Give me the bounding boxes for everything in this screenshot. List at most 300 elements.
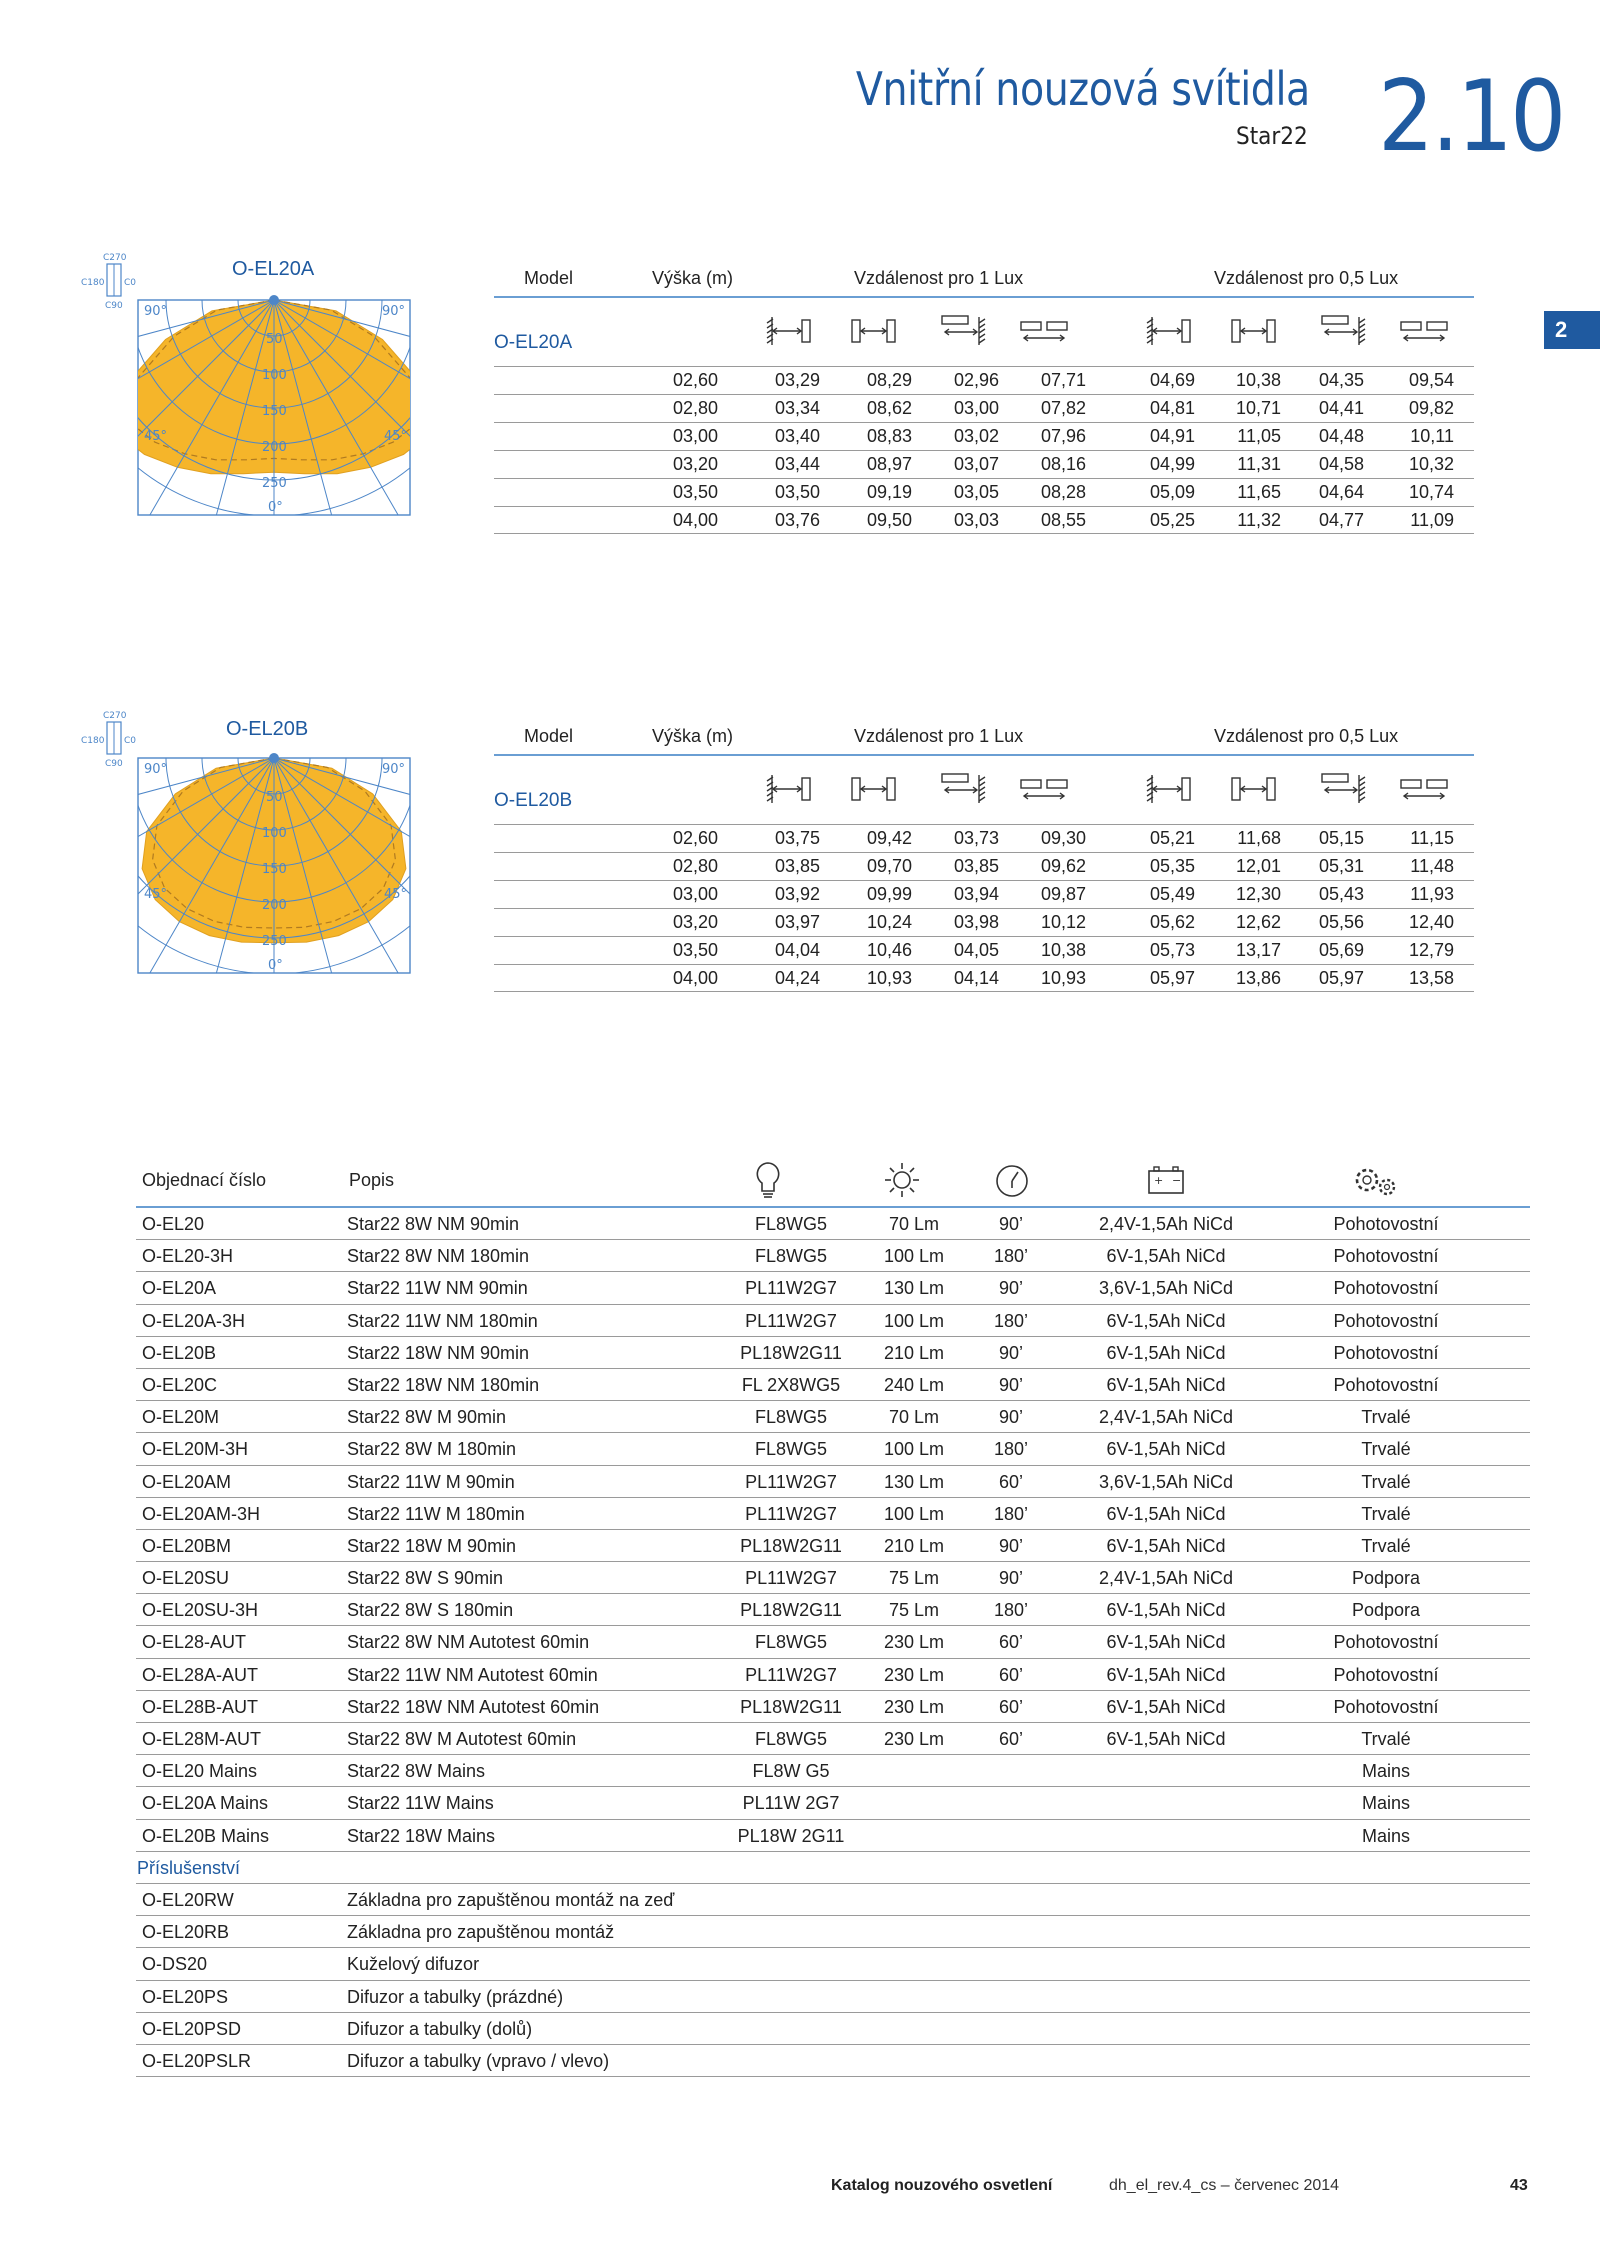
- cell-lamp: PL18W2G11: [740, 1342, 842, 1363]
- cell-description: Star22 11W Mains: [347, 1793, 494, 1814]
- cell-height: 04,00: [672, 510, 718, 530]
- cell-duration: 180’: [993, 1439, 1029, 1460]
- cell-lamp: FL8WG5: [754, 1439, 828, 1460]
- cell-order-code: O-EL20A: [142, 1278, 217, 1299]
- header-dist05: Vzdálenost pro 0,5 Lux: [1214, 268, 1399, 288]
- cell-order-code: O-EL20SU: [142, 1568, 230, 1589]
- cell-mode: Pohotovostní: [1333, 1342, 1439, 1363]
- cell-lamp: PL18W 2G11: [737, 1825, 845, 1846]
- cell-order-code: O-EL20A Mains: [142, 1793, 269, 1814]
- cell-distance: 11,09: [1410, 510, 1454, 530]
- cell-distance: 10,38: [1235, 370, 1281, 390]
- svg-text:−: −: [1172, 1174, 1182, 1187]
- cell-distance: 05,09: [1149, 482, 1195, 502]
- model-name: O-EL20A: [494, 332, 573, 353]
- cell-distance: 07,82: [1040, 398, 1086, 418]
- polar-model-label: O-EL20B: [226, 718, 309, 740]
- polar-axis-label: 45°: [384, 887, 408, 902]
- table-row: [136, 1916, 1530, 1948]
- cell-height: 03,00: [672, 426, 718, 446]
- header-dist1: Vzdálenost pro 1 Lux: [854, 268, 1024, 288]
- order-table: [136, 1156, 1530, 2077]
- polar-model-label: O-EL20A: [232, 258, 315, 280]
- table-row: [136, 1369, 1530, 1401]
- cell-distance: 03,94: [953, 884, 999, 904]
- table-row: [494, 422, 1474, 450]
- cell-order-code: O-EL20PSD: [142, 2018, 242, 2039]
- table-row: [494, 964, 1474, 992]
- cell-distance: 12,40: [1408, 912, 1454, 932]
- cell-distance: 05,73: [1149, 940, 1195, 960]
- cell-battery: 6V-1,5Ah NiCd: [1106, 1696, 1226, 1717]
- cell-mode: Mains: [1361, 1825, 1410, 1846]
- cell-distance: 04,99: [1149, 454, 1195, 474]
- cell-distance: 08,62: [866, 398, 912, 418]
- cell-battery: 6V-1,5Ah NiCd: [1106, 1246, 1226, 1267]
- polar-axis-label: 90°: [382, 762, 406, 777]
- table-row: [494, 824, 1474, 852]
- table-row: [136, 1626, 1530, 1658]
- cell-distance: 04,69: [1149, 370, 1195, 390]
- cell-distance: 12,79: [1408, 940, 1454, 960]
- cell-distance: 10,12: [1040, 912, 1086, 932]
- polar-axis-label: 150: [262, 862, 287, 877]
- cell-distance: 05,43: [1318, 884, 1364, 904]
- table-row: [136, 1337, 1530, 1369]
- duration-icon: [992, 1160, 1032, 1202]
- cell-description: Star22 11W NM Autotest 60min: [347, 1664, 598, 1685]
- cell-distance: 08,16: [1040, 454, 1086, 474]
- cell-distance: 05,21: [1149, 828, 1195, 848]
- cell-battery: 6V-1,5Ah NiCd: [1106, 1664, 1226, 1685]
- cell-lumen: 240 Lm: [883, 1374, 945, 1395]
- footer-meta: dh_el_rev.4_cs – červenec 2014: [1109, 2177, 1340, 2194]
- cell-lumen: 230 Lm: [883, 1632, 945, 1653]
- cell-distance: 04,04: [774, 940, 820, 960]
- cell-duration: 90’: [998, 1535, 1024, 1556]
- cell-description: Star22 8W S 90min: [347, 1568, 504, 1589]
- polar-diagram-svg: [80, 250, 420, 520]
- cell-lamp: FL8W G5: [752, 1761, 830, 1782]
- cell-distance: 10,46: [866, 940, 912, 960]
- polar-axis-label: C90: [105, 759, 123, 769]
- polar-axis-label: 45°: [384, 429, 408, 444]
- polar-axis-label: 90°: [144, 304, 168, 319]
- cell-description: Star22 18W NM 180min: [347, 1374, 540, 1395]
- cell-distance: 08,29: [866, 370, 912, 390]
- table-row: [136, 1305, 1530, 1337]
- cell-description: Difuzor a tabulky (vpravo / vlevo): [347, 2050, 610, 2071]
- cell-lamp: PL11W2G7: [745, 1310, 837, 1331]
- cell-distance: 03,97: [774, 912, 820, 932]
- cell-distance: 11,48: [1410, 856, 1454, 876]
- cell-duration: 90’: [998, 1407, 1024, 1428]
- cell-duration: 180’: [993, 1503, 1029, 1524]
- cell-distance: 05,97: [1318, 968, 1364, 988]
- table-row: [136, 1948, 1530, 1980]
- cell-duration: 90’: [998, 1214, 1024, 1234]
- header-dist05: Vzdálenost pro 0,5 Lux: [1214, 726, 1399, 746]
- polar-axis-label: 100: [262, 368, 287, 383]
- col-order-code: Objednací číslo: [142, 1170, 267, 1190]
- polar-axis-label: 100: [262, 826, 287, 841]
- polar-axis-label: C270: [103, 711, 127, 721]
- cell-battery: 3,6V-1,5Ah NiCd: [1098, 1278, 1234, 1299]
- header-dist1: Vzdálenost pro 1 Lux: [854, 726, 1024, 746]
- cell-height: 03,50: [672, 940, 718, 960]
- cell-duration: 60’: [998, 1664, 1024, 1685]
- polar-axis-label: C180: [81, 736, 105, 746]
- polar-axis-label: 200: [262, 898, 287, 913]
- luminaire-orientation-icon: [107, 722, 121, 754]
- polar-axis-label: 50: [266, 790, 283, 805]
- cell-distance: 09,99: [866, 884, 912, 904]
- cell-lamp: FL8WG5: [754, 1246, 828, 1267]
- table-row: [136, 1240, 1530, 1272]
- cell-description: Difuzor a tabulky (dolů): [347, 2018, 533, 2039]
- table-row: [494, 506, 1474, 534]
- cell-description: Star22 8W NM Autotest 60min: [347, 1632, 590, 1653]
- cell-distance: 13,86: [1235, 968, 1281, 988]
- cell-distance: 04,48: [1318, 426, 1364, 446]
- cell-order-code: O-EL20RB: [142, 1922, 230, 1943]
- cell-distance: 12,62: [1235, 912, 1281, 932]
- cell-distance: 10,71: [1235, 398, 1281, 418]
- cell-distance: 05,97: [1149, 968, 1195, 988]
- table-row: [494, 478, 1474, 506]
- battery-icon: [1146, 1160, 1186, 1202]
- cell-distance: 05,25: [1149, 510, 1195, 530]
- cell-duration: 90’: [998, 1374, 1024, 1395]
- cell-height: 03,00: [672, 884, 718, 904]
- cell-distance: 03,75: [774, 828, 820, 848]
- photometric-table-a: [494, 258, 1474, 534]
- cell-lumen: 75 Lm: [888, 1568, 940, 1589]
- cell-duration: 180’: [993, 1246, 1029, 1267]
- polar-axis-label: 90°: [382, 304, 406, 319]
- table-row: [136, 1433, 1530, 1465]
- cell-duration: 90’: [998, 1568, 1024, 1589]
- cell-order-code: O-EL20-3H: [142, 1246, 234, 1267]
- cell-duration: 90’: [998, 1278, 1024, 1299]
- cell-battery: 6V-1,5Ah NiCd: [1106, 1503, 1226, 1524]
- cell-mode: Podpora: [1351, 1600, 1421, 1621]
- cell-height: 02,80: [672, 856, 718, 876]
- cell-battery: 2,4V-1,5Ah NiCd: [1098, 1214, 1234, 1234]
- table-row: [136, 1530, 1530, 1562]
- cell-duration: 180’: [993, 1310, 1029, 1331]
- cell-lumen: 70 Lm: [888, 1407, 940, 1428]
- cell-distance: 03,85: [774, 856, 820, 876]
- page-subtitle: Star22: [1236, 122, 1308, 150]
- cell-distance: 09,70: [866, 856, 912, 876]
- cell-description: Star22 8W Mains: [347, 1761, 486, 1782]
- polar-axis-label: C180: [81, 278, 105, 288]
- cell-battery: 2,4V-1,5Ah NiCd: [1098, 1407, 1234, 1428]
- cell-distance: 03,02: [953, 426, 999, 446]
- cell-distance: 11,31: [1237, 454, 1281, 474]
- cell-height: 02,60: [672, 370, 718, 390]
- cell-description: Star22 11W M 180min: [347, 1503, 525, 1524]
- cell-battery: 6V-1,5Ah NiCd: [1106, 1600, 1226, 1621]
- cell-lumen: 210 Lm: [883, 1342, 945, 1363]
- cell-lumen: 100 Lm: [883, 1503, 945, 1524]
- cell-description: Základna pro zapuštěnou montáž na zeď: [347, 1889, 675, 1910]
- table-row: [494, 394, 1474, 422]
- cell-distance: 11,05: [1237, 426, 1281, 446]
- cell-distance: 10,93: [1040, 968, 1086, 988]
- along-luminaires-icon: [1399, 314, 1449, 348]
- cell-order-code: O-EL20A-3H: [142, 1310, 246, 1331]
- cell-distance: 03,76: [774, 510, 820, 530]
- cell-duration: 60’: [998, 1471, 1024, 1492]
- cell-lumen: 100 Lm: [883, 1246, 945, 1267]
- cell-distance: 11,68: [1237, 828, 1281, 848]
- cell-distance: 03,73: [953, 828, 999, 848]
- cell-battery: 6V-1,5Ah NiCd: [1106, 1439, 1226, 1460]
- cell-distance: 03,29: [774, 370, 820, 390]
- photometric-header: [494, 258, 1474, 298]
- header-height: Výška (m): [652, 268, 733, 288]
- polar-axis-label: 45°: [144, 429, 168, 444]
- cell-distance: 09,30: [1040, 828, 1086, 848]
- table-row: [136, 1562, 1530, 1594]
- lamp-icon: [753, 1160, 783, 1202]
- cell-order-code: O-EL20B Mains: [142, 1825, 270, 1846]
- cell-distance: 03,92: [774, 884, 820, 904]
- cell-description: Star22 18W Mains: [347, 1825, 496, 1846]
- cell-lamp: PL11W 2G7: [742, 1793, 840, 1814]
- cell-distance: 07,71: [1040, 370, 1086, 390]
- polar-axis-label: 90°: [144, 762, 168, 777]
- luminaire-orientation-icon: [107, 264, 121, 296]
- cell-distance: 10,38: [1040, 940, 1086, 960]
- cell-distance: 10,11: [1410, 426, 1454, 446]
- cell-duration: 180’: [993, 1600, 1029, 1621]
- table-row: [136, 1884, 1530, 1916]
- cell-order-code: O-EL20PS: [142, 1986, 229, 2007]
- cell-mode: Pohotovostní: [1333, 1696, 1439, 1717]
- cell-order-code: O-EL20BM: [142, 1535, 232, 1556]
- cell-mode: Podpora: [1351, 1568, 1421, 1589]
- wall-end-distance-icon: [939, 772, 989, 806]
- cell-distance: 09,62: [1040, 856, 1086, 876]
- cell-mode: Trvalé: [1361, 1535, 1411, 1556]
- page-number: 43: [1510, 2177, 1528, 2194]
- cell-distance: 09,87: [1040, 884, 1086, 904]
- cell-distance: 10,32: [1408, 454, 1454, 474]
- cell-description: Star22 18W NM Autotest 60min: [347, 1696, 600, 1717]
- cell-distance: 03,00: [953, 398, 999, 418]
- cell-distance: 05,31: [1318, 856, 1364, 876]
- cell-distance: 04,24: [774, 968, 820, 988]
- cell-order-code: O-EL20B: [142, 1342, 217, 1363]
- icon-row: [494, 298, 1474, 366]
- table-row: [136, 1755, 1530, 1787]
- cell-lamp: PL18W2G11: [740, 1535, 842, 1556]
- cell-distance: 04,91: [1149, 426, 1195, 446]
- cell-duration: 60’: [998, 1729, 1024, 1749]
- cell-lamp: FL8WG5: [754, 1632, 828, 1653]
- cell-order-code: O-EL28B-AUT: [142, 1696, 259, 1717]
- cell-order-code: O-EL20M: [142, 1407, 220, 1428]
- cell-lamp: FL8WG5: [754, 1407, 828, 1428]
- wall-left-distance-icon: [764, 772, 814, 806]
- cell-distance: 03,44: [774, 454, 820, 474]
- cell-order-code: O-EL20RW: [142, 1889, 234, 1910]
- table-row: [136, 2013, 1530, 2045]
- cell-lumen: 130 Lm: [883, 1471, 945, 1492]
- cell-mode: Mains: [1361, 1793, 1410, 1814]
- cell-distance: 04,35: [1318, 370, 1364, 390]
- cell-lamp: PL18W2G11: [740, 1696, 842, 1717]
- cell-distance: 03,05: [953, 482, 999, 502]
- cell-distance: 08,55: [1040, 510, 1086, 530]
- wall-end-distance-icon: [1319, 772, 1369, 806]
- model-name: O-EL20B: [494, 790, 573, 811]
- cell-lamp: PL11W2G7: [745, 1471, 837, 1492]
- table-row: [136, 1401, 1530, 1433]
- cell-order-code: O-EL20AM-3H: [142, 1503, 261, 1524]
- polar-axis-label: 250: [262, 934, 287, 949]
- cell-height: 02,60: [672, 828, 718, 848]
- along-luminaires-icon: [1399, 772, 1449, 806]
- cell-mode: Trvalé: [1361, 1503, 1411, 1524]
- cell-lamp: PL11W2G7: [745, 1278, 837, 1299]
- cell-description: Star22 8W M Autotest 60min: [347, 1729, 577, 1749]
- cell-lumen: 230 Lm: [883, 1664, 945, 1685]
- cell-distance: 02,96: [953, 370, 999, 390]
- cell-mode: Trvalé: [1361, 1439, 1411, 1460]
- header-model: Model: [524, 268, 574, 288]
- cell-distance: 03,50: [774, 482, 820, 502]
- cell-mode: Trvalé: [1361, 1407, 1411, 1428]
- cell-distance: 04,05: [953, 940, 999, 960]
- cell-mode: Pohotovostní: [1333, 1310, 1439, 1331]
- cell-height: 02,80: [672, 398, 718, 418]
- cell-lamp: FL 2X8WG5: [741, 1374, 841, 1395]
- cell-lumen: 75 Lm: [888, 1600, 940, 1621]
- table-row: [494, 852, 1474, 880]
- table-row: [136, 2045, 1530, 2077]
- cell-lumen: 70 Lm: [888, 1214, 940, 1234]
- wall-left-distance-icon: [1144, 772, 1194, 806]
- cell-order-code: O-EL28A-AUT: [142, 1664, 259, 1685]
- along-luminaires-icon: [1019, 772, 1069, 806]
- polar-axis-label: C0: [124, 736, 137, 746]
- wall-left-distance-icon: [1144, 314, 1194, 348]
- cell-height: 03,50: [672, 482, 718, 502]
- chapter-tab[interactable]: 2: [1544, 311, 1600, 349]
- accessories-section: [136, 1852, 1530, 1884]
- table-row: [494, 450, 1474, 478]
- polar-axis-label: C90: [105, 301, 123, 311]
- polar-axis-label: 0°: [268, 958, 283, 973]
- cell-distance: 08,83: [866, 426, 912, 446]
- cell-distance: 11,93: [1410, 884, 1454, 904]
- cell-mode: Pohotovostní: [1333, 1214, 1439, 1234]
- cell-distance: 03,34: [774, 398, 820, 418]
- table-row: [136, 1594, 1530, 1626]
- along-luminaires-icon: [1019, 314, 1069, 348]
- cell-order-code: O-EL28M-AUT: [142, 1729, 262, 1749]
- cell-lumen: 230 Lm: [883, 1696, 945, 1717]
- cell-height: 04,00: [672, 968, 718, 988]
- polar-axis-label: 0°: [268, 500, 283, 515]
- cell-distance: 04,58: [1318, 454, 1364, 474]
- cell-mode: Pohotovostní: [1333, 1374, 1439, 1395]
- polar-axis-label: C270: [103, 253, 127, 263]
- cell-order-code: O-EL20: [142, 1214, 205, 1234]
- cell-distance: 05,49: [1149, 884, 1195, 904]
- cell-lumen: 130 Lm: [883, 1278, 945, 1299]
- cell-lamp: FL8WG5: [754, 1729, 828, 1749]
- cell-battery: 2,4V-1,5Ah NiCd: [1098, 1568, 1234, 1589]
- table-row: [136, 1723, 1530, 1755]
- col-description: Popis: [349, 1170, 395, 1190]
- between-luminaires-icon: [1229, 772, 1279, 806]
- cell-distance: 03,40: [774, 426, 820, 446]
- table-row: [494, 366, 1474, 394]
- cell-distance: 09,54: [1408, 370, 1454, 390]
- table-row: [136, 1691, 1530, 1723]
- cell-mode: Mains: [1361, 1761, 1410, 1782]
- cell-description: Star22 18W M 90min: [347, 1535, 517, 1556]
- table-row: [136, 1820, 1530, 1852]
- table-row: [136, 1208, 1530, 1240]
- table-row: [136, 1659, 1530, 1691]
- icon-row: [494, 756, 1474, 824]
- cell-mode: Pohotovostní: [1333, 1246, 1439, 1267]
- cell-description: Difuzor a tabulky (prázdné): [347, 1986, 564, 2007]
- polar-diagram-a: [80, 250, 420, 520]
- polar-axis-label: 45°: [144, 887, 168, 902]
- cell-description: Star22 8W S 180min: [347, 1600, 514, 1621]
- cell-battery: 6V-1,5Ah NiCd: [1106, 1342, 1226, 1363]
- polar-axis-label: 150: [262, 404, 287, 419]
- cell-lamp: PL18W2G11: [740, 1600, 842, 1621]
- cell-distance: 12,01: [1235, 856, 1281, 876]
- cell-height: 03,20: [672, 912, 718, 932]
- cell-distance: 13,58: [1408, 968, 1454, 988]
- cell-distance: 03,98: [953, 912, 999, 932]
- cell-distance: 11,32: [1237, 510, 1281, 530]
- header-height: Výška (m): [652, 726, 733, 746]
- cell-duration: 90’: [998, 1342, 1024, 1363]
- mode-gears-icon: [1349, 1160, 1405, 1204]
- lumen-icon: [882, 1160, 922, 1202]
- cell-distance: 03,85: [953, 856, 999, 876]
- cell-distance: 08,28: [1040, 482, 1086, 502]
- table-row: [136, 1466, 1530, 1498]
- page-title: Vnitřní nouzová svítidla: [856, 62, 1310, 116]
- polar-diagram-svg: [80, 708, 420, 978]
- cell-distance: 09,50: [866, 510, 912, 530]
- svg-text:+: +: [1154, 1174, 1164, 1187]
- polar-axis-label: 200: [262, 440, 287, 455]
- polar-axis-label: C0: [124, 278, 137, 288]
- cell-description: Star22 11W NM 180min: [347, 1310, 538, 1331]
- cell-order-code: O-EL28-AUT: [142, 1632, 247, 1653]
- cell-distance: 09,42: [866, 828, 912, 848]
- section-number: 2.10: [1378, 60, 1564, 174]
- cell-distance: 09,82: [1408, 398, 1454, 418]
- cell-mode: Trvalé: [1361, 1471, 1411, 1492]
- cell-order-code: O-EL20 Mains: [142, 1761, 258, 1782]
- cell-distance: 07,96: [1040, 426, 1086, 446]
- cell-lamp: PL11W2G7: [745, 1503, 837, 1524]
- cell-description: Kuželový difuzor: [347, 1954, 480, 1975]
